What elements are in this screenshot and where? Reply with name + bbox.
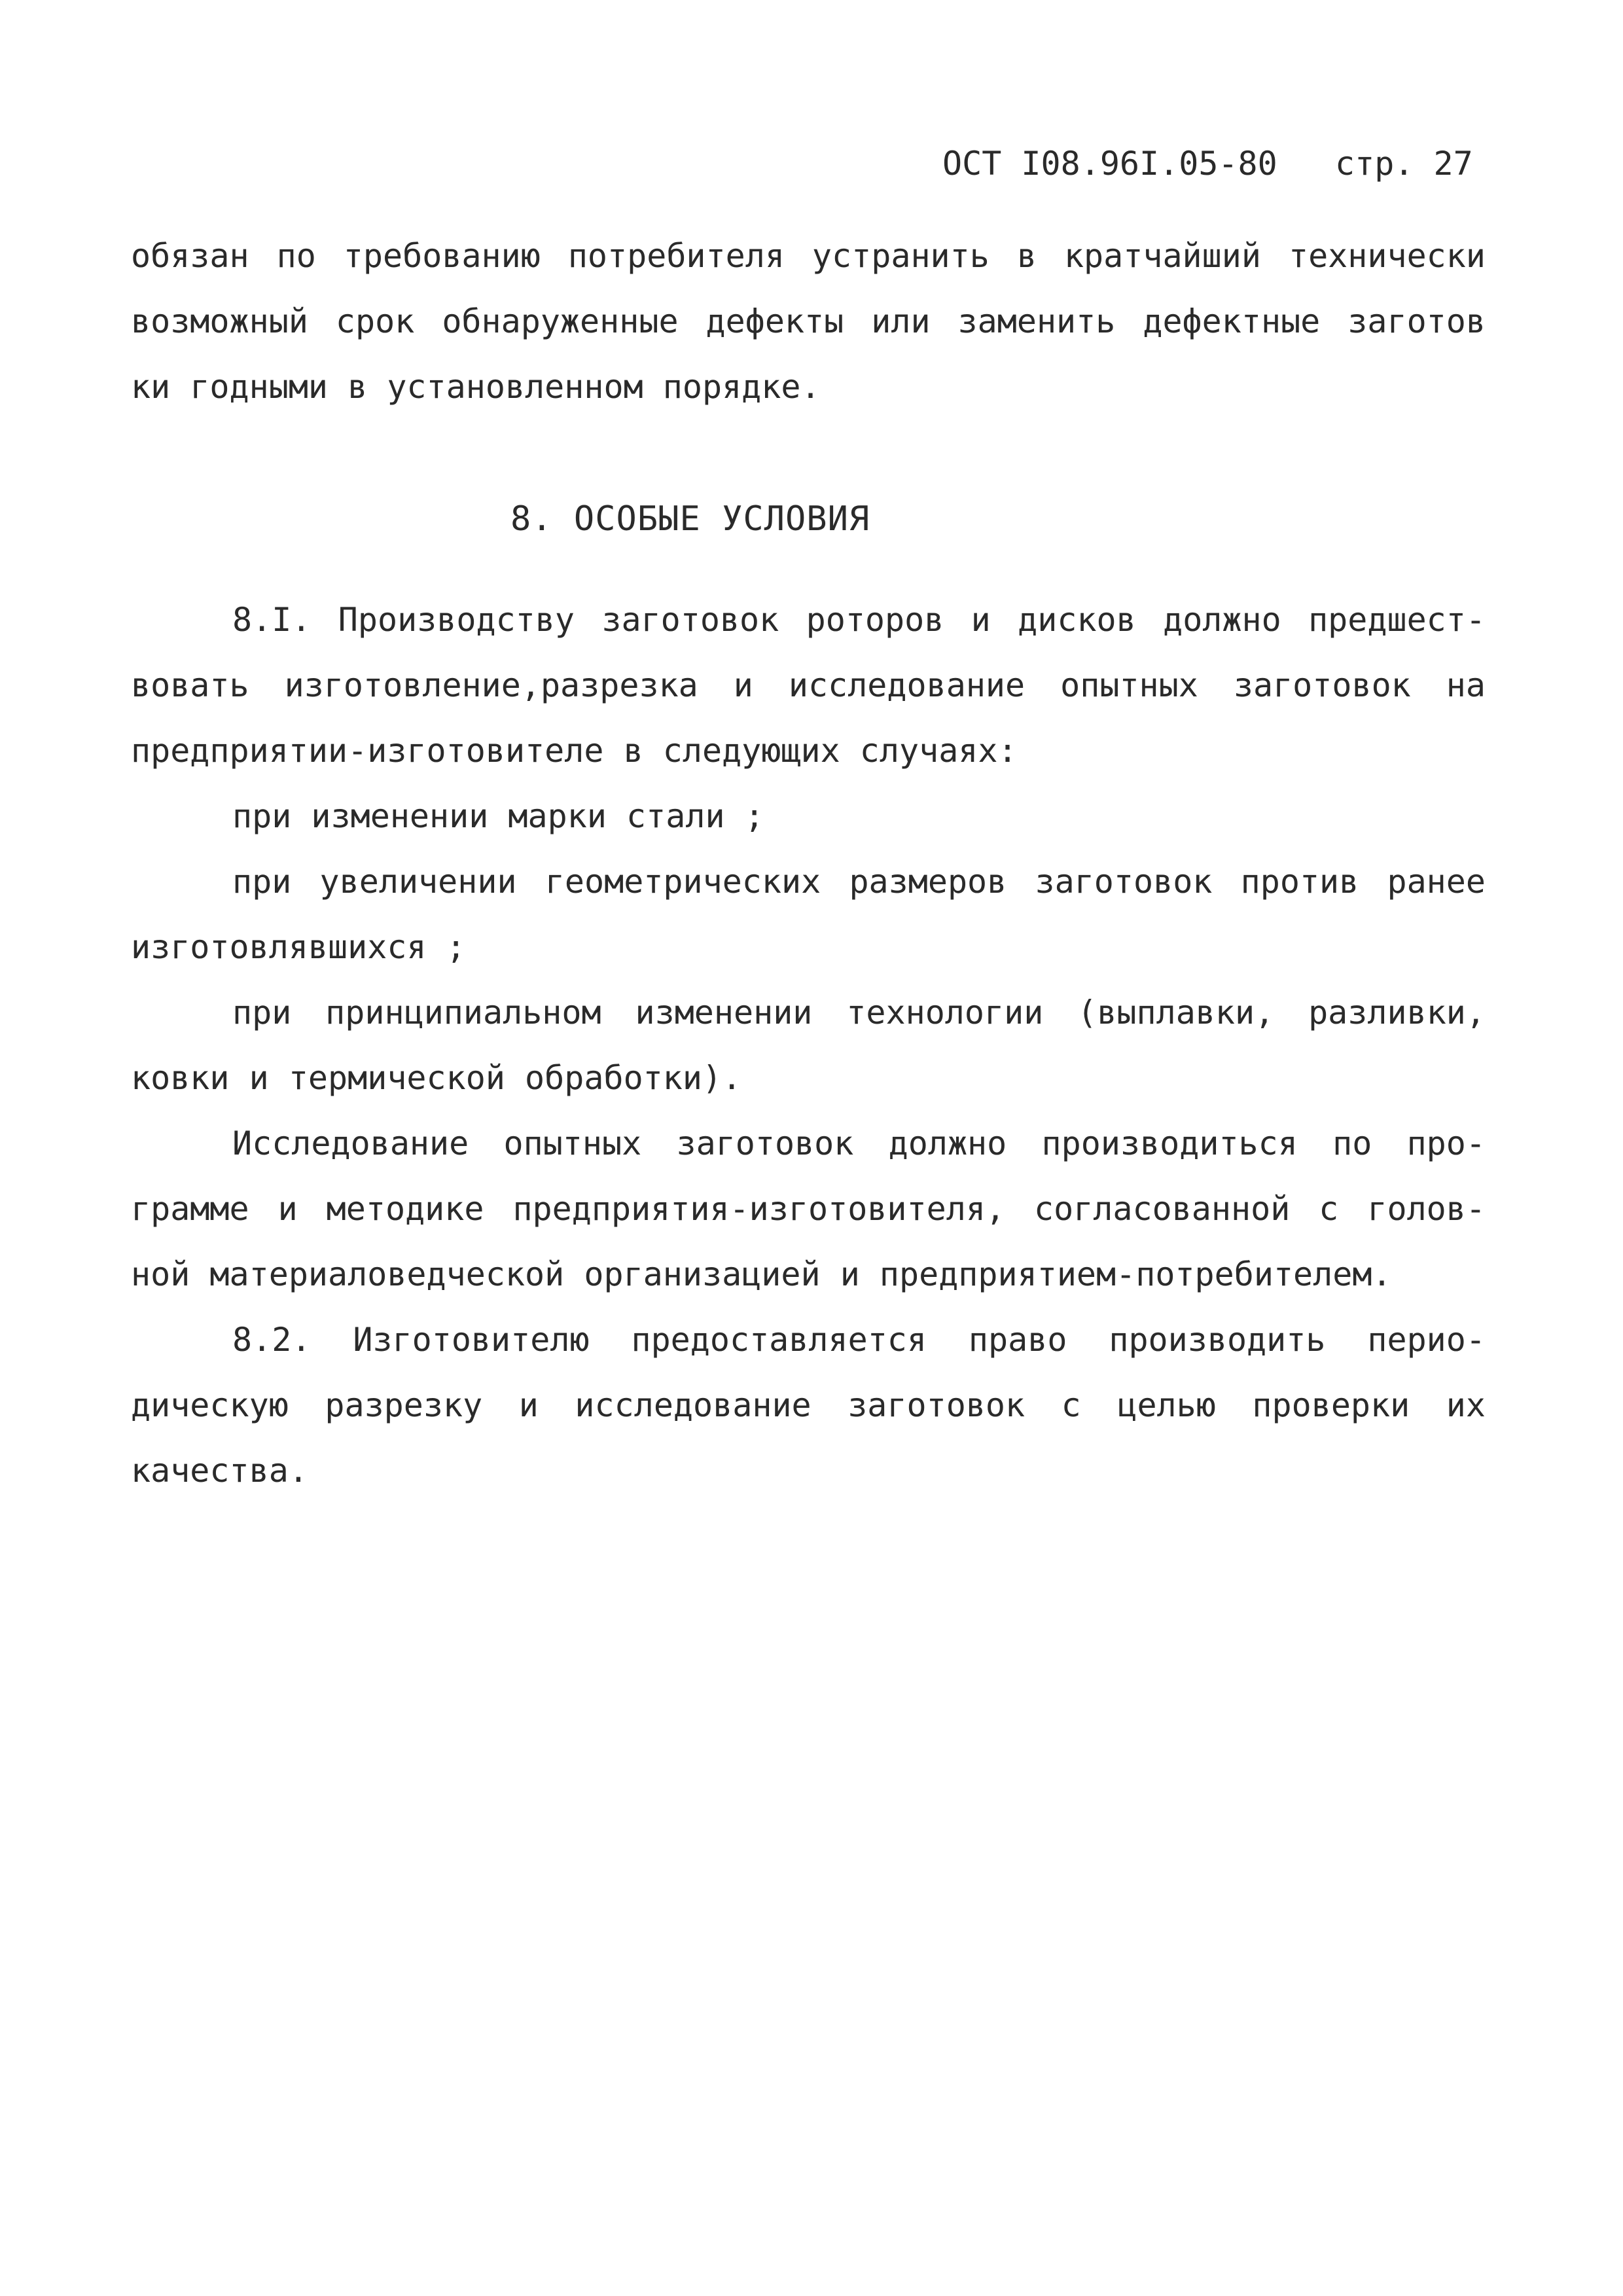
case-dimensions-line: при увеличении геометрических размеров заготовок против ранее <box>232 863 1486 901</box>
intro-line: обязан по требованию потребителя устранить в кратчайший технически <box>131 237 1486 275</box>
study-paragraph-line: Исследование опытных заготовок должно производиться по про- <box>232 1124 1486 1162</box>
paragraph-8-1-line: вовать изготовление,разрезка и исследование опытных заготовок на <box>131 666 1486 704</box>
page-header <box>942 139 1486 188</box>
case-dimensions-line: изготовлявшихся ; <box>131 928 466 966</box>
study-paragraph-line: ной материаловедческой организацией и предприятием-потребителем. <box>131 1255 1392 1293</box>
case-steel-grade: при изменении марки стали ; <box>232 797 764 835</box>
page-number: стр. 27 <box>1335 145 1473 183</box>
paragraph-8-1-line: предприятии-изготовителе в следующих случаях: <box>131 732 1018 770</box>
paragraph-8-2-line: 8.2. Изготовителю предоставляется право производить перио- <box>232 1321 1486 1359</box>
intro-line: ки годными в установленном порядке. <box>131 368 821 406</box>
study-paragraph-line: грамме и методике предприятия-изготовителя, согласованной с голов- <box>131 1190 1486 1228</box>
case-technology-line: ковки и термической обработки). <box>131 1059 742 1097</box>
paragraph-8-2-line: дическую разрезку и исследование заготовок с целью проверки их <box>131 1386 1486 1424</box>
case-technology-line: при принципиальном изменении технологии (выплавки, разливки, <box>232 994 1486 1031</box>
paragraph-8-1-line: 8.I. Производству заготовок роторов и дисков должно предшест- <box>232 601 1486 639</box>
document-code: ОСТ I08.96I.05-80 <box>942 145 1277 183</box>
section-title: 8. ОСОБЫЕ УСЛОВИЯ <box>510 499 870 539</box>
intro-line: возможный срок обнаруженные дефекты или заменить дефектные заготов <box>131 302 1486 340</box>
paragraph-8-2-line: качества. <box>131 1452 308 1490</box>
